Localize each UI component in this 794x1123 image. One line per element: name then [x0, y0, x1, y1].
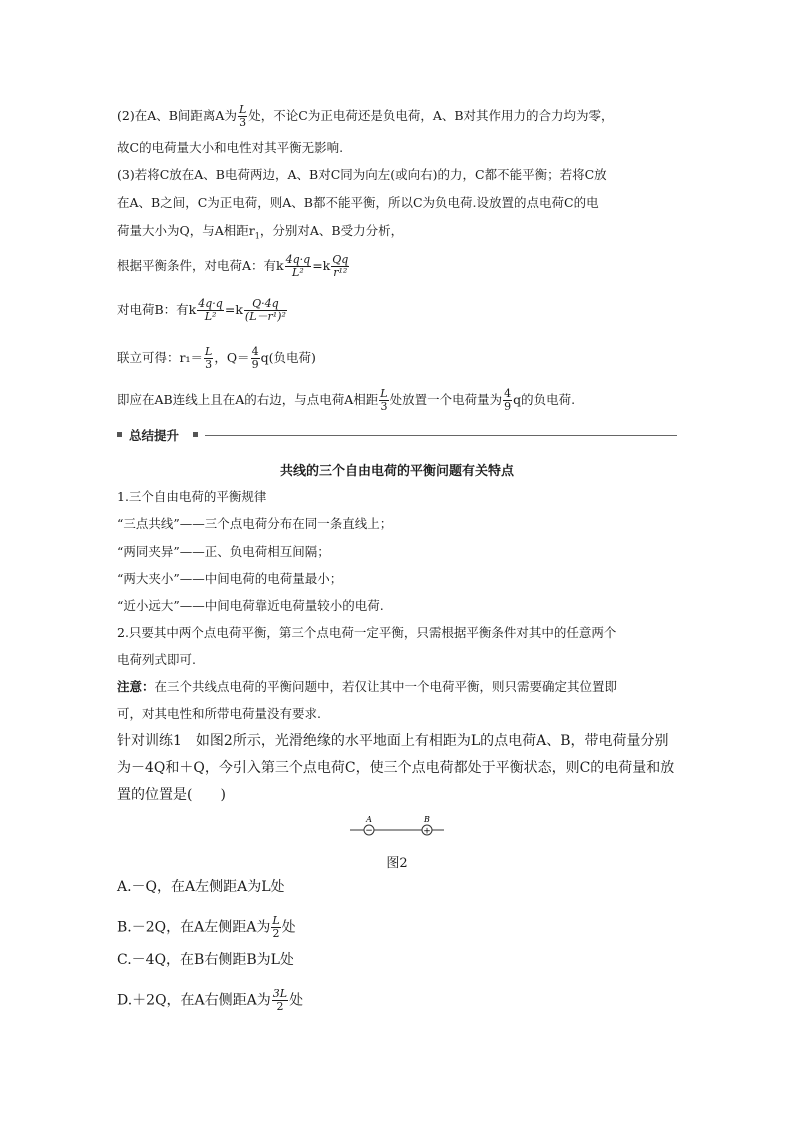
text: 联立可得：r₁＝	[117, 350, 203, 365]
figure-caption: 图2	[386, 856, 408, 871]
charge-b-sign: +	[423, 826, 431, 837]
exercise-line2: 为－4Q和＋Q，今引入第三个点电荷C，使三个点电荷都处于平衡状态，则C的电荷量和放	[117, 760, 675, 776]
fraction-numerator: L	[238, 103, 247, 116]
fraction	[251, 346, 260, 371]
text: B.－2Q，在A左侧距A为	[117, 919, 271, 936]
fraction	[204, 346, 213, 371]
section-title: 总结提升	[129, 428, 180, 443]
text: =k	[224, 302, 243, 317]
text: q的负电荷.	[513, 392, 576, 407]
rule-item: “三点共线”——三个点电荷分布在同一条直线上；	[117, 516, 393, 531]
charge-b-label: B	[424, 815, 430, 824]
solution-part3-line3	[117, 222, 403, 246]
option-d	[117, 988, 303, 1013]
note-label: 注意：	[117, 679, 155, 694]
equation-charge-b	[117, 298, 288, 323]
fraction-denominator: 2	[276, 1000, 284, 1013]
text: (2)在A、B间距离A为	[117, 108, 237, 123]
note-line2: 可，对其电性和所带电荷量没有要求.	[117, 706, 321, 721]
text: 处	[289, 992, 304, 1009]
bullet-square-icon	[117, 432, 122, 437]
fraction-denominator: 3	[239, 116, 247, 129]
fraction	[238, 104, 247, 129]
fraction-numerator: L	[380, 387, 388, 400]
fraction-numerator: Qq	[332, 253, 349, 266]
fraction-numerator: 3L	[272, 987, 288, 1000]
fraction	[272, 988, 288, 1013]
equation-label: 对电荷B：有k	[117, 302, 197, 317]
rule-item: “两大夹小”——中间电荷的电荷量最小；	[117, 571, 343, 586]
fraction-numerator: 4q·q	[285, 253, 311, 266]
fraction	[503, 388, 512, 413]
text: 处	[281, 919, 296, 936]
section-header	[117, 428, 677, 442]
fraction-numerator: 4	[504, 387, 512, 400]
equation-charge-a	[117, 254, 350, 279]
exercise-line3: 置的位置是( )	[117, 787, 226, 803]
fraction-denominator: L²	[292, 266, 304, 279]
divider	[205, 435, 677, 436]
solution-part3-line2: 在A、B之间，C为正电荷，则A、B都不能平衡，所以C为负电荷.设放置的点电荷C的电	[117, 195, 599, 210]
text: 在三个共线点电荷的平衡问题中，若仅让其中一个电荷平衡，则只需要确定其位置即	[154, 679, 618, 694]
fraction-denominator: 3	[205, 358, 213, 371]
option-c: C.－4Q，在B右侧距B为L处	[117, 952, 294, 968]
fraction-denominator: 3	[380, 400, 388, 413]
text: ，分别对A、B受力分析，	[259, 223, 404, 238]
fraction-denominator: 9	[251, 358, 259, 371]
text: ，Q＝	[214, 350, 250, 365]
fraction-numerator: Q·4q	[244, 298, 287, 311]
rule1-title: 1.三个自由电荷的平衡规律	[117, 489, 267, 504]
solution-part2-line2: 故C的电荷量大小和电性对其平衡无影响.	[117, 140, 344, 155]
fraction	[379, 388, 388, 413]
text: 处放置一个电荷量为	[389, 392, 503, 407]
solution-part2-line1	[117, 104, 614, 129]
text: D.＋2Q，在A右侧距A为	[117, 992, 271, 1009]
fraction-denominator: L²	[204, 310, 217, 323]
fraction	[244, 298, 287, 323]
fraction-denominator: (L－r¹)²	[244, 310, 286, 323]
fraction-numerator: L	[272, 914, 280, 927]
summary-heading: 共线的三个自由电荷的平衡问题有关特点	[279, 464, 514, 479]
fraction	[285, 254, 312, 279]
fraction-numerator: L	[205, 345, 213, 358]
rule-item: “近小远大”——中间电荷靠近电荷量较小的电荷.	[117, 598, 384, 613]
fraction	[271, 915, 280, 940]
option-a: A.－Q，在A左侧距A为L处	[117, 879, 285, 895]
text: =k	[312, 258, 331, 273]
rule2-line2: 电荷列式即可.	[117, 652, 196, 667]
text: 荷量大小为Q，与A相距r	[117, 223, 255, 238]
fraction-numerator: 4q·q	[198, 297, 223, 310]
bullet-square-icon	[193, 432, 198, 437]
solution-part3-line1: (3)若将C放在A、B电荷两边，A、B对C同为向左(或向右)的力，C都不能平衡；若将C放	[117, 167, 607, 182]
note-line1	[117, 678, 617, 696]
fraction-numerator: 4	[251, 345, 259, 358]
charge-a-label: A	[366, 815, 372, 824]
text: 即应在AB连线上且在A的右边，与点电荷A相距	[117, 392, 379, 407]
rule2-line1: 2.只要其中两个点电荷平衡，第三个点电荷一定平衡，只需根据平衡条件对其中的任意两个	[117, 625, 617, 640]
fraction-denominator: 2	[272, 927, 280, 940]
fraction	[331, 254, 349, 279]
text: q(负电荷)	[260, 350, 316, 365]
charge-a-sign: −	[365, 826, 373, 836]
fraction-denominator: r¹²	[333, 266, 348, 279]
text: 处，不论C为正电荷还是负电荷，A、B对其作用力的合力均为零，	[248, 108, 614, 123]
equation-label: 根据平衡条件，对电荷A：有k	[117, 258, 284, 273]
solution-result	[117, 346, 316, 371]
exercise-line1: 针对训练1 如图2所示，光滑绝缘的水平地面上有相距为L的点电荷A、B，带电荷量分别	[117, 733, 669, 749]
fraction	[197, 298, 224, 323]
rule-item: “两同夹异”——正、负电荷相互间隔；	[117, 544, 330, 559]
subscript: 1	[254, 231, 260, 241]
fraction-denominator: 9	[504, 400, 512, 413]
solution-conclusion	[117, 388, 575, 413]
option-b	[117, 915, 296, 940]
